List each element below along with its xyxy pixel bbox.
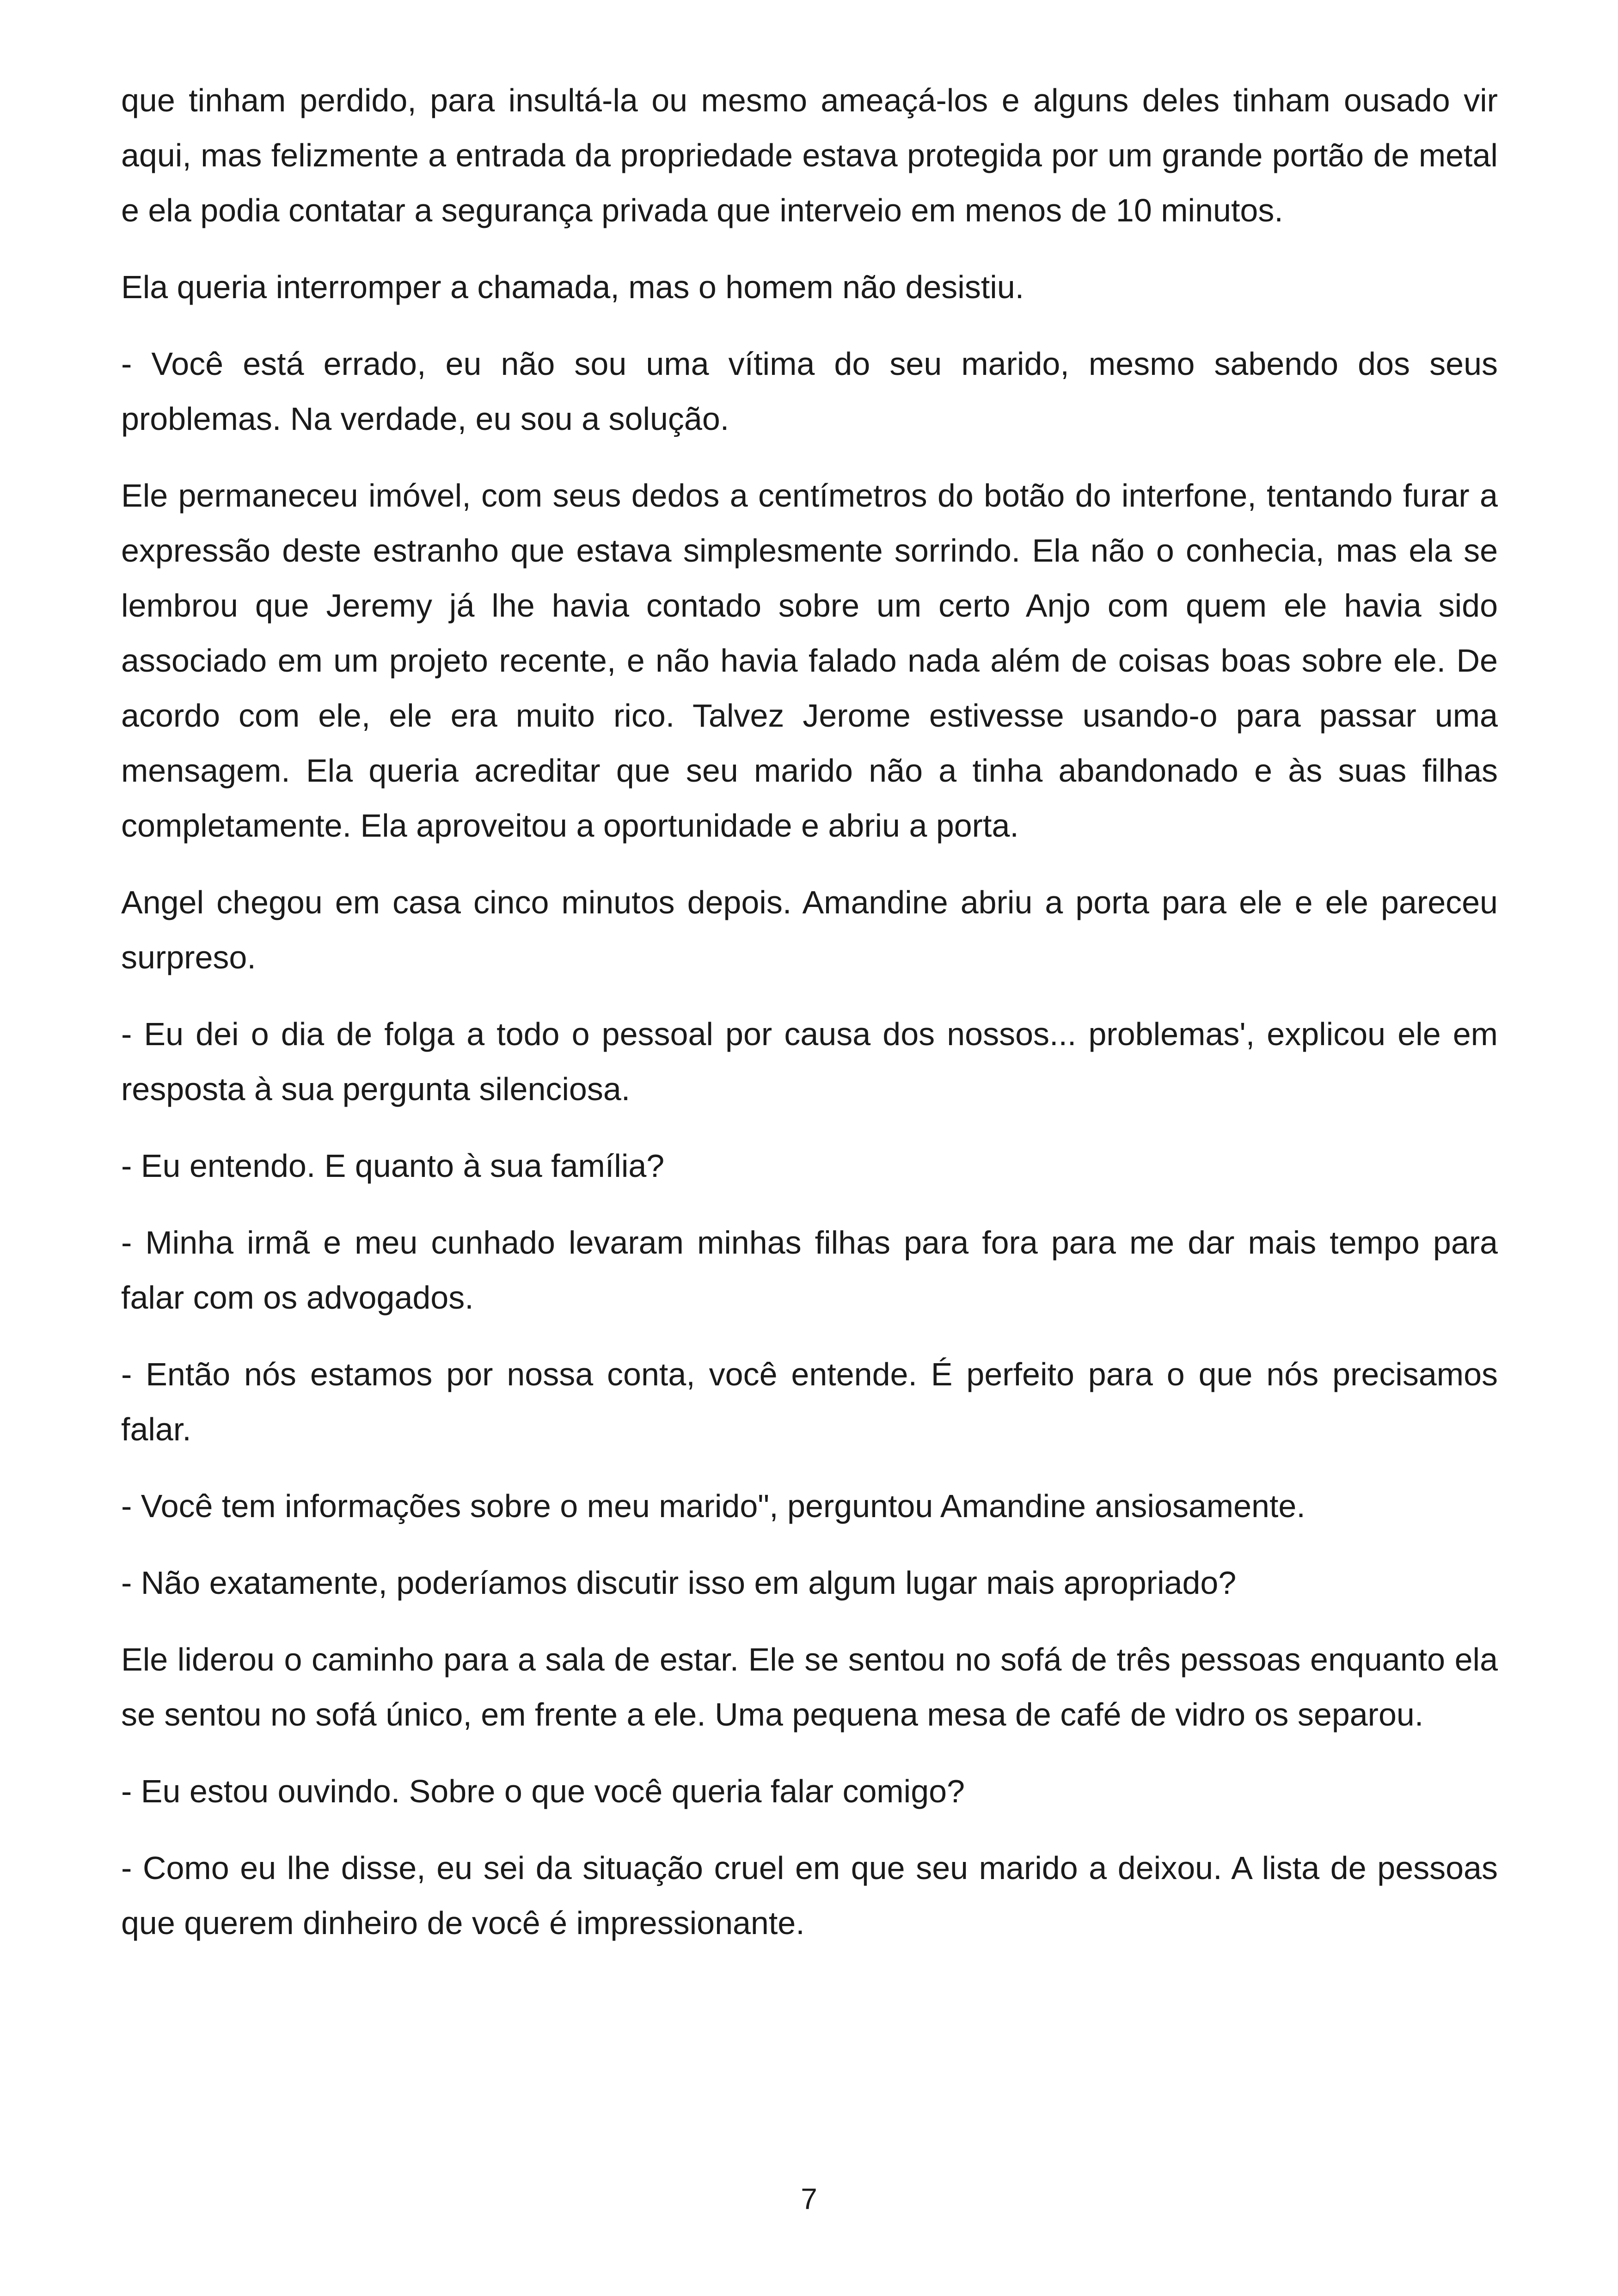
- paragraph-2: Ela queria interromper a chamada, mas o homem não desistiu.: [121, 269, 1024, 305]
- document-body: [121, 73, 1498, 1972]
- paragraph-13: - Eu estou ouvindo. Sobre o que você queria falar comigo?: [121, 1773, 965, 1809]
- paragraph-1: que tinham perdido, para insultá-la ou mesmo ameaçá-los e alguns deles tinham ousado vir aqui, mas felizmente a entrada da propriedade estava protegida por um grande portão de metal e ela podia contatar a segurança privada que interveio em menos de 10 minutos.: [121, 82, 1498, 228]
- paragraph-6: - Eu dei o dia de folga a todo o pessoal por causa dos nossos... problemas', explicou ele em resposta à sua pergunta silenciosa.: [121, 1016, 1498, 1107]
- paragraph-4: Ele permaneceu imóvel, com seus dedos a centímetros do botão do interfone, tentando furar a expressão deste estranho que estava simplesmente sorrindo. Ela não o conhecia, mas ela se lembrou que Jeremy já lhe havia contado sobre um certo Anjo com quem ele havia sido associado em um projeto recente, e não havia falado nada além de coisas boas sobre ele. De acordo com ele, ele era muito rico. Talvez Jerome estivesse usando-o para passar uma mensagem. Ela queria acreditar que seu marido não a tinha abandonado e às suas filhas completamente. Ela aproveitou a oportunidade e abriu a porta.: [121, 478, 1498, 844]
- paragraph-11: - Não exatamente, poderíamos discutir isso em algum lugar mais apropriado?: [121, 1565, 1237, 1601]
- paragraph-14: - Como eu lhe disse, eu sei da situação cruel em que seu marido a deixou. A lista de pessoas que querem dinheiro de você é impressionante.: [121, 1850, 1498, 1941]
- paragraph-9: - Então nós estamos por nossa conta, você entende. É perfeito para o que nós precisamos falar.: [121, 1356, 1498, 1447]
- paragraph-7: - Eu entendo. E quanto à sua família?: [121, 1148, 665, 1184]
- page-number: 7: [801, 2182, 817, 2216]
- paragraph-8: - Minha irmã e meu cunhado levaram minhas filhas para fora para me dar mais tempo para falar com os advogados.: [121, 1225, 1498, 1316]
- paragraph-3: - Você está errado, eu não sou uma vítima do seu marido, mesmo sabendo dos seus problemas. Na verdade, eu sou a solução.: [121, 346, 1498, 437]
- paragraph-10: - Você tem informações sobre o meu marido", perguntou Amandine ansiosamente.: [121, 1488, 1305, 1524]
- paragraph-5: Angel chegou em casa cinco minutos depois. Amandine abriu a porta para ele e ele pareceu surpreso.: [121, 884, 1498, 975]
- paragraph-12: Ele liderou o caminho para a sala de estar. Ele se sentou no sofá de três pessoas enquanto ela se sentou no sofá único, em frente a ele. Uma pequena mesa de café de vidro os separou.: [121, 1641, 1498, 1733]
